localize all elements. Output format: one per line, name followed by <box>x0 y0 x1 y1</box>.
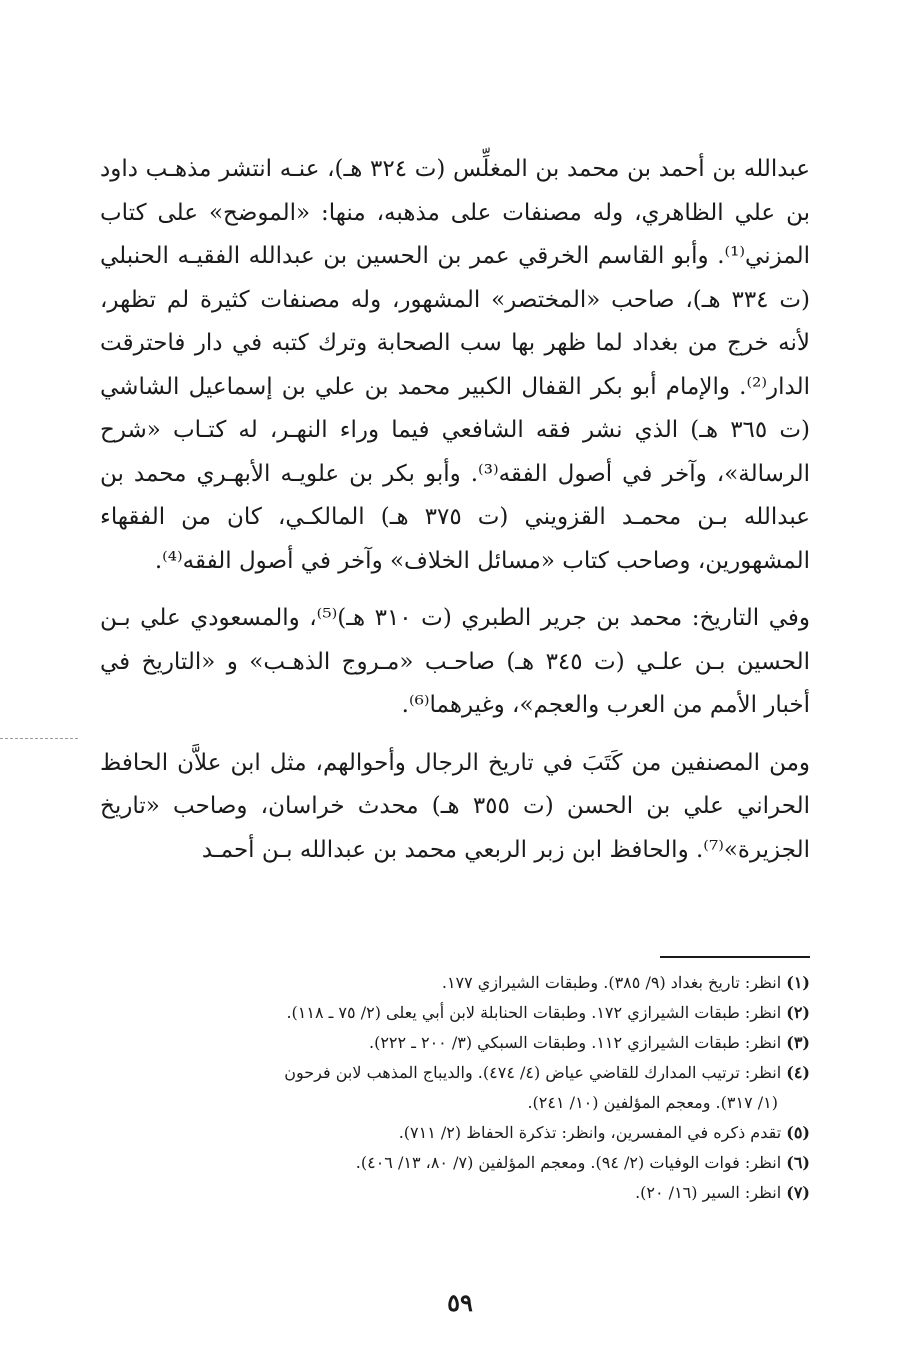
paragraph-1: عبدالله بن أحمد بن محمد بن المغلِّس (ت ٣٢٤ هـ)، عنـه انتشر مذهـب داود بن علي الظاهري، وله مصنفات على مذهبه، منها: «الموضح» على كتاب المزني⁽¹⁾. وأبو القاسم الخرقي عمر بن الحسين بن عبدالله الفقيـه الحنبلي (ت ٣٣٤ هـ)، صاحب «المختصر» المشهور، وله مصنفات كثيرة لم تظهر، لأنه خرج من بغداد لما ظهر بها سب الصحابة وترك كتبه في دار فاحترقت الدار⁽²⁾. والإمام أبو بكر القفال الكبير محمد بن علي بن إسماعيل الشاشي (ت ٣٦٥ هـ) الذي نشر فقه الشافعي فيما وراء النهـر، له كتـاب «شرح الرسالة»، وآخر في أصول الفقه⁽³⁾. وأبو بكر بن علويـه الأبهـري محمد بن عبدالله بـن محمـد القزويني (ت ٣٧٥ هـ) المالكـي، كان من الفقهاء المشهورين، وصاحب كتاب «مسائل الخلاف» وآخر في أصول الفقه⁽⁴⁾. <box>100 156 810 574</box>
footnote-text: انظر: طبقات الشيرازي ١٧٢. وطبقات الحنابلة لابن أبي يعلى (٢/ ٧٥ ـ ١١٨). <box>286 1003 782 1022</box>
footnote-number: (٣) <box>786 1033 810 1052</box>
footnote-number: (٦) <box>786 1153 810 1172</box>
footnote-continuation: (١/ ٣١٧). ومعجم المؤلفين (١٠/ ٢٤١). <box>527 1093 778 1112</box>
footnote-text: انظر: فوات الوفيات (٢/ ٩٤). ومعجم المؤلفين (٧/ ٨٠، ١٣/ ٤٠٦). <box>355 1153 782 1172</box>
footnote-text: انظر: طبقات الشيرازي ١١٢. وطبقات السبكي (٣/ ٢٠٠ ـ ٢٢٢). <box>369 1033 782 1052</box>
footnote-text: تقدم ذكره في المفسرين، وانظر: تذكرة الحفاظ (٢/ ٧١١). <box>398 1123 782 1142</box>
footnote-1 <box>100 968 810 998</box>
footnote-divider <box>660 956 810 958</box>
paragraph-2: وفي التاريخ: محمد بن جرير الطبري (ت ٣١٠ هـ)⁽⁵⁾، والمسعودي علي بـن الحسين بـن علـي (ت ٣٤٥ هـ) صاحـب «مـروج الذهـب» و «التاريخ في أخبار الأمم من العرب والعجم»، وغيرهما⁽⁶⁾. <box>100 605 810 718</box>
footnote-5 <box>100 1118 810 1148</box>
paragraph-3: ومن المصنفين من كَتَبَ في تاريخ الرجال وأحوالهم، مثل ابن علاَّن الحافظ الحراني علي بن الحسن (ت ٣٥٥ هـ) محدث خراسان، وصاحب «تاريخ الجزيرة»⁽⁷⁾. والحافظ ابن زبر الربعي محمد بن عبدالله بـن أحمـد <box>100 749 810 863</box>
main-text <box>100 148 810 872</box>
footnote-number: (٧) <box>786 1183 810 1202</box>
footnote-text: انظر: السير (١٦/ ٢٠). <box>635 1183 782 1202</box>
footnote-number: (٥) <box>786 1123 810 1142</box>
page-number: ٥٩ <box>447 1288 473 1317</box>
footnotes <box>100 968 810 1208</box>
footnote-3 <box>100 1028 810 1058</box>
footnote-number: (٢) <box>786 1003 810 1022</box>
footnote-text: انظر: تاريخ بغداد (٩/ ٣٨٥). وطبقات الشيرازي ١٧٧. <box>441 973 782 992</box>
footnote-4 <box>100 1058 810 1118</box>
footnote-number: (١) <box>786 973 810 992</box>
margin-scan-mark <box>0 738 78 739</box>
footnote-6 <box>100 1148 810 1178</box>
footnote-7 <box>100 1178 810 1208</box>
footnote-2 <box>100 998 810 1028</box>
footnote-text: انظر: ترتيب المدارك للقاضي عياض (٤/ ٤٧٤). والديباج المذهب لابن فرحون <box>284 1063 782 1082</box>
footnote-number: (٤) <box>786 1063 810 1082</box>
